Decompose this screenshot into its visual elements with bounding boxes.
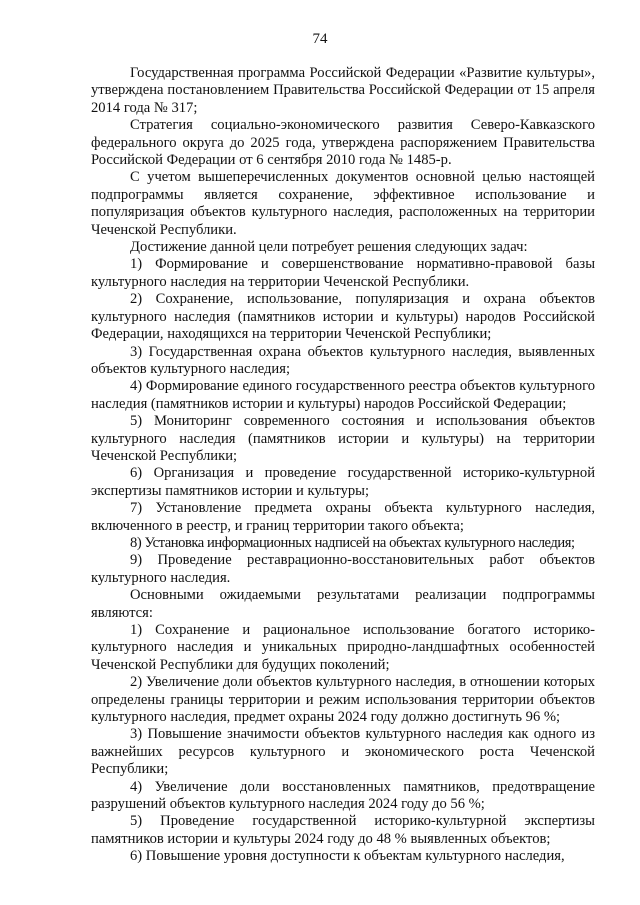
task-item-5: 5) Мониторинг современного состояния и использования объектов культурного наследия (памятников истории и культуры) на территории Чеченской Республики;: [91, 413, 595, 464]
paragraph-strategy: Стратегия социально-экономического развития Северо-Кавказского федерального округа до 2025 года, утверждена распоряжением Правительства Российской Федерации от 6 сентября 2010 года № 1485-р.: [91, 117, 595, 169]
task-item-6: 6) Организация и проведение государственной историко-культурной экспертизы памятников истории и культуры;: [91, 465, 595, 499]
task-item-2: 2) Сохранение, использование, популяризация и охрана объектов культурного наследия (памятников истории и культуры) народов Российской Федерации, находящихся на территории Чеченской Республики;: [91, 291, 595, 343]
paragraph-state-program: Государственная программа Российской Федерации «Развитие культуры», утверждена постановлением Правительства Российской Федерации от 15 апреля 2014 года № 317;: [91, 65, 595, 116]
result-item-3: 3) Повышение значимости объектов культурного наследия как одного из важнейших ресурсов культурного и экономического роста Чеченской Республики;: [91, 726, 595, 778]
paragraph-tasks-intro: Достижение данной цели потребует решения следующих задач:: [130, 239, 528, 256]
page-number: 74: [312, 31, 328, 47]
body-text: [91, 65, 595, 866]
task-item-3: 3) Государственная охрана объектов культурного наследия, выявленных объектов культурного наследия;: [91, 343, 595, 377]
result-item-4: 4) Увеличение доли восстановленных памятников, предотвращение разрушений объектов культурного наследия 2024 году до 56 %;: [91, 778, 595, 813]
task-item-1: 1) Формирование и совершенствование нормативно-правовой базы культурного наследия на территории Чеченской Республики.: [91, 256, 595, 290]
paragraph-results-intro: Основными ожидаемыми результатами реализации подпрограммы являются:: [91, 587, 595, 621]
result-item-1: 1) Сохранение и рациональное использование богатого историко-культурного наследия и уникальных природно-ландшафтных особенностей Чеченской Республики для будущих поколений;: [91, 622, 595, 673]
task-item-7: 7) Установление предмета охраны объекта культурного наследия, включенного в реестр, и границ территории такого объекта;: [91, 500, 595, 534]
paragraph-goal: С учетом вышеперечисленных документов основной целью настоящей подпрограммы является сохранение, эффективное использование и популяризация объектов культурного наследия, расположенных на территории Чеченской Республики.: [91, 169, 595, 238]
task-item-8: 8) Установка информационных надписей на объектах культурного наследия;: [130, 534, 575, 551]
result-item-6: 6) Повышение уровня доступности к объектам культурного наследия,: [130, 848, 565, 865]
result-item-5: 5) Проведение государственной историко-культурной экспертизы памятников истории и культуры 2024 году до 48 % выявленных объектов;: [91, 813, 595, 847]
result-item-2: 2) Увеличение доли объектов культурного наследия, в отношении которых определены границы территории и режим использования территории объектов культурного наследия, предмет охраны 2024 году должно достигнуть 96 %;: [91, 674, 595, 726]
task-item-4: 4) Формирование единого государственного реестра объектов культурного наследия (памятников истории и культуры) народов Российской Федерации;: [91, 378, 595, 412]
task-item-9: 9) Проведение реставрационно-восстановительных работ объектов культурного наследия.: [91, 552, 595, 586]
